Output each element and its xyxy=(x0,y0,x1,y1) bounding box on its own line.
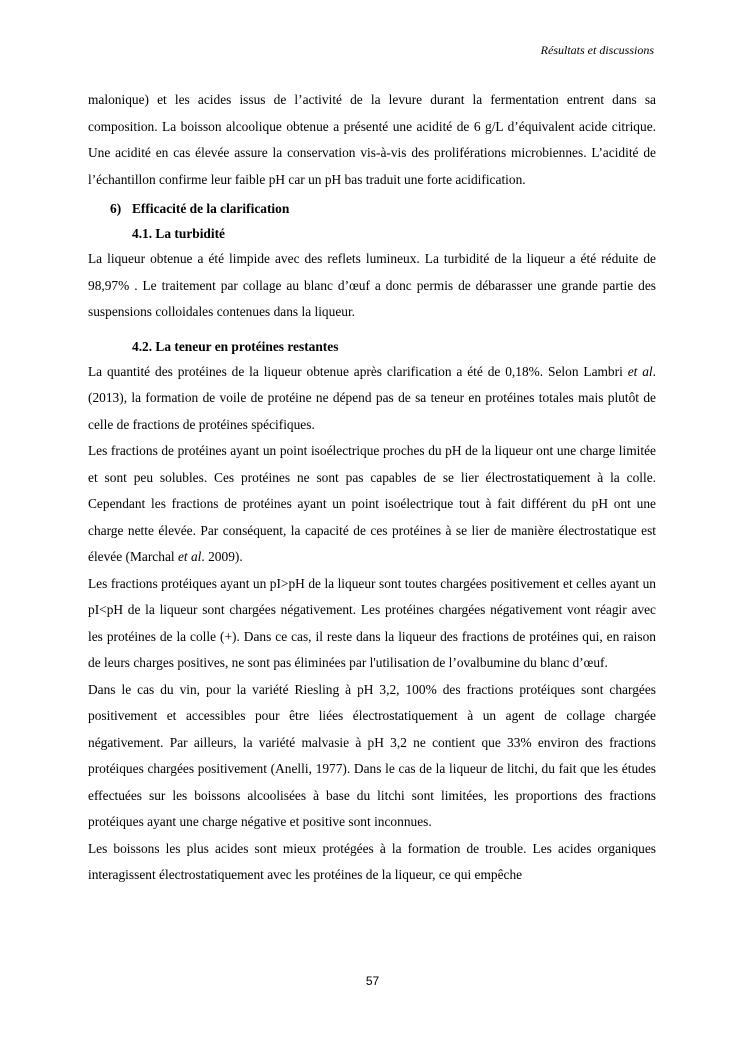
proteines-paragraph-3: Les fractions protéiques ayant un pI>pH de la liqueur sont toutes chargées positivement et celles ayant un pI<pH de la liqueur sont chargées négativement. Les protéines chargées négativement vont réagir avec les protéines de la colle (+). Dans ce cas, il reste dans la liqueur des fractions de protéines qui, en raison de leurs charges positives, ne sont pas éliminées par l'utilisation de l’ovalbumine du blanc d’œuf. xyxy=(88,575,656,670)
section-heading-clarification xyxy=(88,196,656,222)
proteines-paragraph-2: Les fractions de protéines ayant un point isoélectrique proches du pH de la liqueur ont une charge limitée et sont peu solubles. Ces protéines ne sont pas capables de se lier électrostatiquement à la colle. Cependant les fractions de protéines ayant un point isoélectrique tout à fait différent du pH ont une charge nette élevée. Par conséquent, la capacité de ces protéines à se lier de manière électrostatique est élevée (Marchal et al. 2009). xyxy=(88,443,656,564)
running-header: Résultats et discussions xyxy=(540,43,654,57)
et-al-citation: et al xyxy=(177,549,202,564)
section-number: 6) xyxy=(110,201,122,216)
proteines-paragraph-4: Dans le cas du vin, pour la variété Riesling à pH 3,2, 100% des fractions protéiques sont chargées positivement et accessibles pour être liées électrostatiquement à un agent de collage chargée négativement. Par ailleurs, la variété malvasie à pH 3,2 ne contient que 33% environ des fractions protéiques chargées positivement (Anelli, 1977). Dans le cas de la liqueur de litchi, du fait que les études effectuées sur les boissons alcoolisées à base du litchi sont limitées, les proportions des fractions protéiques ayant une charge négative et positive sont inconnues. xyxy=(88,681,656,829)
page-number: 57 xyxy=(365,974,380,988)
intro-paragraph: malonique) et les acides issus de l’activité de la levure durant la fermentation entrent dans sa composition. La boisson alcoolique obtenue a présenté une acidité de 6 g/L d’équivalent acide citrique. Une acidité en cas élevée assure la conservation vis-à-vis des proliférations microbiennes. L’acidité de l’échantillon confirme leur faible pH car un pH bas traduit une forte acidification. xyxy=(88,92,656,187)
section-title: Efficacité de la clarification xyxy=(132,201,290,216)
turbidite-paragraph: La liqueur obtenue a été limpide avec des reflets lumineux. La turbidité de la liqueur a été réduite de 98,97% . Le traitement par collage au blanc d’œuf a donc permis de débarasser une grande partie des suspensions colloidales contenues dans la liqueur. xyxy=(88,251,656,319)
proteines-paragraph-1: La quantité des protéines de la liqueur obtenue après clarification a été de 0,18%. Selon Lambri et al. (2013), la formation de voile de protéine ne dépend pas de sa teneur en protéines totales mais plutôt de celle de fractions de protéines spécifiques. xyxy=(88,363,656,432)
subsection-heading-turbidite: 4.1. La turbidité xyxy=(132,226,225,241)
proteines-paragraph-5: Les boissons les plus acides sont mieux protégées à la formation de trouble. Les acides organiques interagissent électrostatiquement avec les protéines de la liqueur, ce qui empêche xyxy=(88,840,656,882)
et-al-citation: et al xyxy=(627,363,653,379)
document-body xyxy=(88,87,656,889)
subsection-heading-proteines: 4.2. La teneur en protéines restantes xyxy=(132,338,339,354)
